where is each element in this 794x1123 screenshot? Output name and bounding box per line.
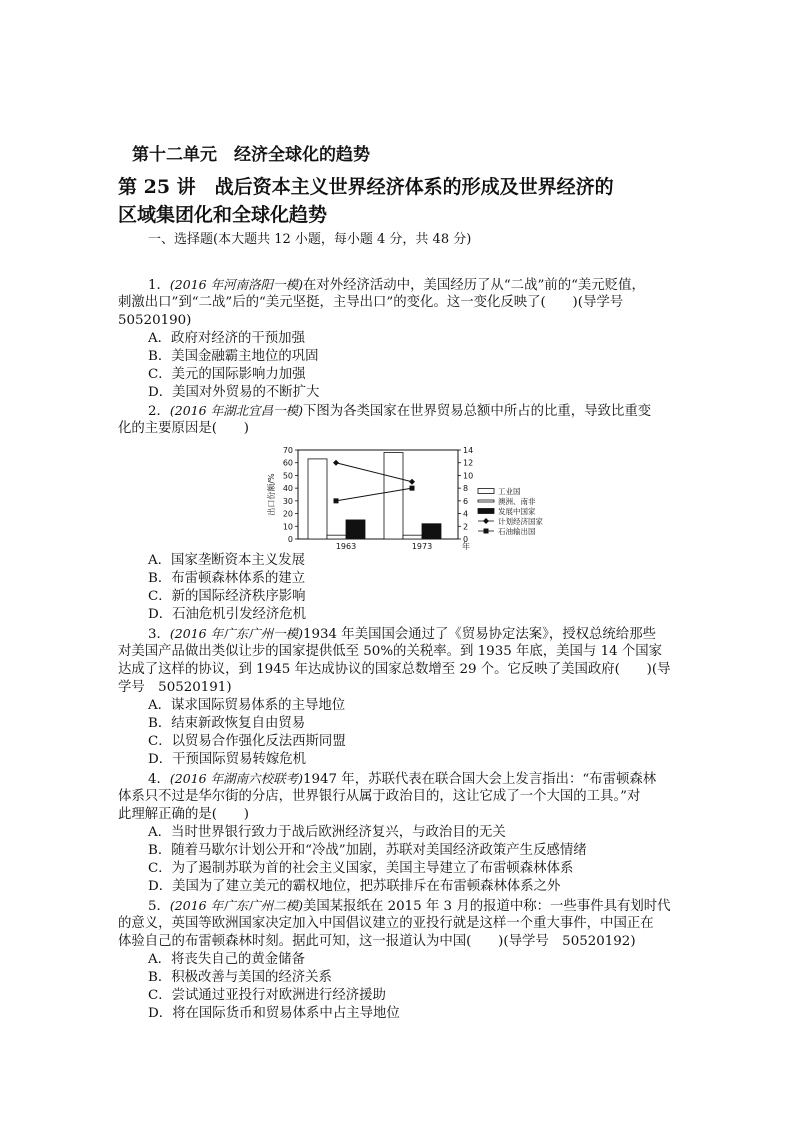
legend-square (484, 529, 489, 534)
question-4-line1: 4．(2016 年湖南六校联考)1947 年，苏联代表在联合国大会上发言指出：“布雷顿森林 (148, 771, 657, 787)
y-axis-label: 出口份额/% (267, 473, 276, 516)
chart-axes (266, 446, 473, 551)
question-1-option-a[interactable]: A．政府对经济的干预加强 (148, 331, 305, 346)
bar-0-0 (308, 459, 327, 539)
legend-swatch (478, 500, 494, 502)
legend-label: 澳洲、南非 (498, 497, 536, 506)
y-right-tick-label: 8 (463, 484, 469, 494)
y-left-tick-label: 10 (282, 522, 293, 532)
question-1-line2: 刺激出口”到“二战”后的“美元坚挺，主导出口”的变化。这一变化反映了( )(导学号 (118, 295, 624, 310)
legend-label: 石油输出国 (498, 527, 536, 536)
question-1-line3: 50520190) (118, 313, 192, 328)
question-5-line3: 体验自己的布雷顿森林时刻。据此可知，这一报道认为中国( )(导学号 50520192) (118, 934, 636, 949)
section-heading: 一、选择题(本大题共 12 小题，每小题 4 分，共 48 分) (148, 232, 472, 247)
legend-diamond (483, 518, 489, 524)
y-right-tick-label: 6 (463, 496, 469, 506)
bar-1-0 (327, 535, 346, 539)
unit-title: 第十二单元 经济全球化的趋势 (132, 145, 370, 165)
square-point-1 (410, 486, 415, 491)
trade-share-chart (262, 440, 562, 552)
y-right-tick-label: 10 (463, 471, 474, 481)
bar-1-1 (403, 535, 422, 539)
bar-2-0 (346, 520, 365, 539)
chart-legend (478, 486, 543, 536)
question-2-option-b[interactable]: B．布雷顿森林体系的建立 (148, 571, 306, 586)
question-4-line3: 此理解正确的是( ) (118, 807, 249, 822)
y-left-tick-label: 50 (282, 471, 293, 481)
y-left-tick-label: 70 (282, 446, 293, 455)
question-3-line4: 学号 50520191) (118, 680, 232, 695)
question-4-option-c[interactable]: C．为了遏制苏联为首的社会主义国家，美国主导建立了布雷顿森林体系 (148, 861, 574, 876)
x-tick-label: 1973 (411, 542, 433, 551)
question-1-option-d[interactable]: D．美国对外贸易的不断扩大 (148, 385, 320, 400)
question-3-option-d[interactable]: D．干预国际贸易转嫁危机 (148, 752, 307, 767)
question-3-line2: 对美国产品做出类似让步的国家提供低至 50%的关税率。到 1935 年底，美国与 14 个国家 (118, 644, 663, 659)
question-5-line1: 5．(2016 年广东广州二模)美国某报纸在 2015 年 3 月的报道中称：一些事件具有划时代 (148, 898, 671, 914)
question-3-line1: 3．(2016 年广东广州一模)1934 年美国国会通过了《贸易协定法案》，授权总统给那些 (148, 626, 656, 642)
question-3-line3: 达成了这样的协议，到 1945 年达成协议的国家总数增至 29 个。它反映了美国政府( )(导 (118, 662, 671, 677)
square-point-0 (334, 498, 339, 503)
question-5-option-a[interactable]: A．将丧失自己的黄金储备 (148, 952, 305, 967)
legend-swatch (478, 489, 494, 494)
question-4-option-a[interactable]: A．当时世界银行致力于战后欧洲经济复兴，与政治目的无关 (148, 825, 506, 840)
lecture-title-line1: 第 25 讲 战后资本主义世界经济体系的形成及世界经济的 (118, 176, 614, 198)
y-left-tick-label: 30 (282, 496, 293, 506)
question-5-option-c[interactable]: C．尝试通过亚投行对欧洲进行经济援助 (148, 988, 386, 1003)
question-2-option-d[interactable]: D．石油危机引发经济危机 (148, 607, 307, 622)
y-left-tick-label: 60 (282, 458, 293, 468)
question-5-line2: 的意义，英国等欧洲国家决定加入中国倡议建立的亚投行就是这样一个重大事件，中国正在 (118, 916, 654, 931)
legend-label: 计划经济国家 (498, 517, 543, 526)
diamond-point-1 (409, 479, 415, 485)
question-4-line2: 体系只不过是华尔街的分店，世界银行从属于政治目的，这让它成了一个大国的工具。”对 (118, 789, 641, 804)
question-2-option-c[interactable]: C．新的国际经济秩序影响 (148, 589, 306, 604)
question-1-line1: 1．(2016 年河南洛阳一模)在对外经济活动中，美国经历了从“二战”前的“美元贬值， (148, 277, 645, 293)
y-right-tick-label: 14 (463, 446, 474, 455)
y-right-tick-label: 0 (463, 535, 469, 544)
legend-label: 发展中国家 (498, 507, 536, 516)
question-2-line1: 2．(2016 年湖北宜昌一模)下图为各类国家在世界贸易总额中所占的比重，导致比重变 (148, 403, 652, 419)
x-tick-label: 1963 (335, 542, 357, 551)
y-left-tick-label: 40 (282, 484, 293, 494)
question-2-line2: 化的主要原因是( ) (118, 421, 249, 436)
bar-0-1 (384, 453, 403, 539)
chart-marks (308, 453, 441, 539)
x-unit-label: 年 (462, 542, 470, 551)
y-right-tick-label: 12 (463, 458, 474, 468)
question-4-option-d[interactable]: D．美国为了建立美元的霸权地位，把苏联排斥在布雷顿森林体系之外 (148, 879, 561, 894)
question-3-option-c[interactable]: C．以贸易合作强化反法西斯同盟 (148, 734, 346, 749)
question-3-option-b[interactable]: B．结束新政恢复自由贸易 (148, 716, 306, 731)
question-4-option-b[interactable]: B．随着马歇尔计划公开和“冷战”加剧，苏联对美国经济政策产生反感情绪 (148, 843, 587, 858)
legend-swatch (478, 509, 494, 514)
bar-2-1 (422, 524, 441, 539)
y-right-tick-label: 4 (463, 509, 469, 519)
diamond-point-0 (333, 460, 339, 466)
y-right-tick-label: 2 (463, 522, 469, 532)
lecture-title-line2: 区域集团化和全球化趋势 (118, 204, 328, 226)
question-1-option-b[interactable]: B．美国金融霸主地位的巩固 (148, 349, 319, 364)
question-2-option-a[interactable]: A．国家垄断资本主义发展 (148, 553, 305, 568)
question-5-option-b[interactable]: B．积极改善与美国的经济关系 (148, 970, 332, 985)
question-5-option-d[interactable]: D．将在国际货币和贸易体系中占主导地位 (148, 1006, 400, 1021)
y-left-tick-label: 0 (287, 535, 293, 544)
question-1-option-c[interactable]: C．美元的国际影响力加强 (148, 367, 306, 382)
legend-label: 工业国 (498, 487, 521, 496)
y-left-tick-label: 20 (282, 509, 293, 519)
question-3-option-a[interactable]: A．谋求国际贸易体系的主导地位 (148, 698, 346, 713)
